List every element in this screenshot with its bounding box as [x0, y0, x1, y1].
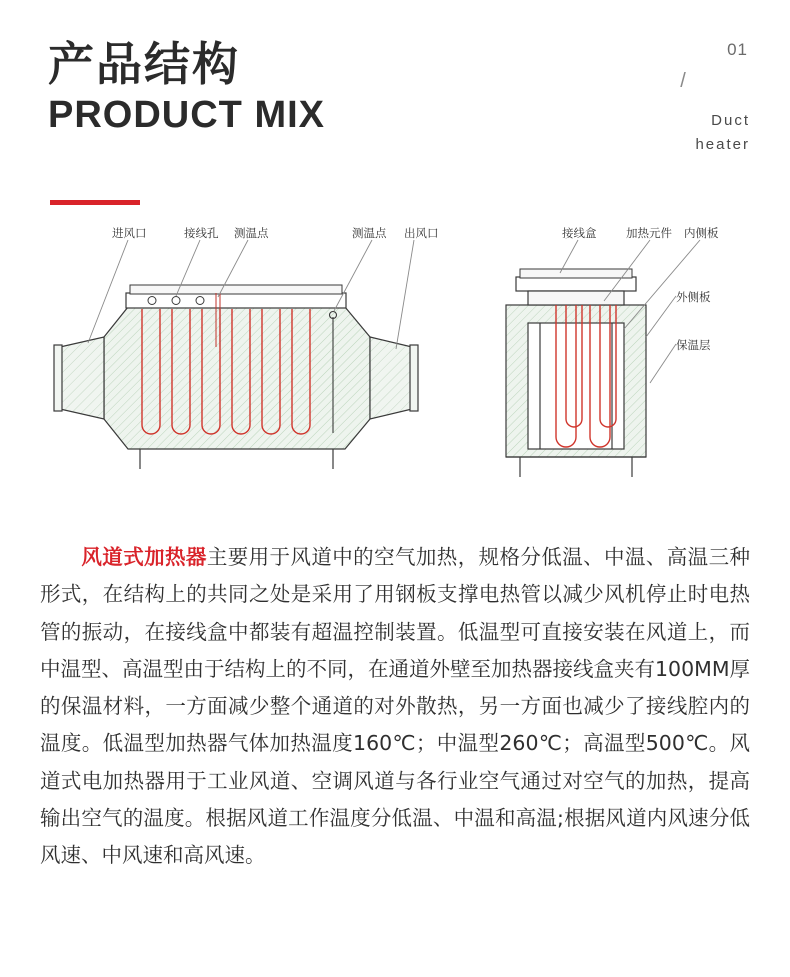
slash-divider: /: [680, 70, 686, 92]
diagram-label-insulation-layer: 保温层: [676, 338, 711, 352]
diagram-label-wiring-hole: 接线孔: [184, 226, 219, 240]
page-title-en: PRODUCT MIX: [48, 94, 325, 137]
diagram-label-terminal-box: 接线盒: [562, 226, 597, 240]
page-title-cn: 产品结构: [48, 37, 240, 91]
product-structure-diagram: [0, 197, 790, 517]
diagram-label-outlet: 出风口: [404, 226, 439, 240]
description-text: 主要用于风道中的空气加热，规格分低温、中温、高温三种形式，在结构上的共同之处是采用了用钢板支撑电热管以减少风机停止时电热管的振动，在接线盒中都装有超温控制装置。低温型可直接安装在风道上，而中温型、高温型由于结构上的不同，在通道外壁至加热器接线盒夹有100MM厚的保温材料，一方面减少整个通道的对外散热，另一方面也减少了接线腔内的温度。低温型加热器气体加热温度160℃；中温型260℃；高温型500℃。风道式电加热器用于工业风道、空调风道与各行业空气通过对空气的加热，提高输出空气的温度。根据风道工作温度分低温、中温和高温;根据风道内风速分低风速、中风速和高风速。: [40, 545, 751, 868]
page-header: [0, 0, 790, 185]
header-side-marker: [634, 40, 754, 157]
diagram-label-inlet: 进风口: [112, 226, 147, 240]
diagram-label-temp-point-1: 测温点: [234, 226, 269, 240]
description-keyword: 风道式加热器: [81, 545, 207, 569]
product-description: [40, 539, 750, 875]
section-label-line1: Duct: [711, 112, 750, 129]
diagram-label-outer-panel: 外侧板: [676, 290, 711, 304]
section-number: 01: [727, 40, 748, 59]
diagram-label-heating-element: 加热元件: [626, 226, 672, 240]
section-label-line2: heater: [695, 136, 750, 153]
diagram-label-inner-panel: 内侧板: [684, 226, 719, 240]
diagram-label-temp-point-2: 测温点: [352, 226, 387, 240]
